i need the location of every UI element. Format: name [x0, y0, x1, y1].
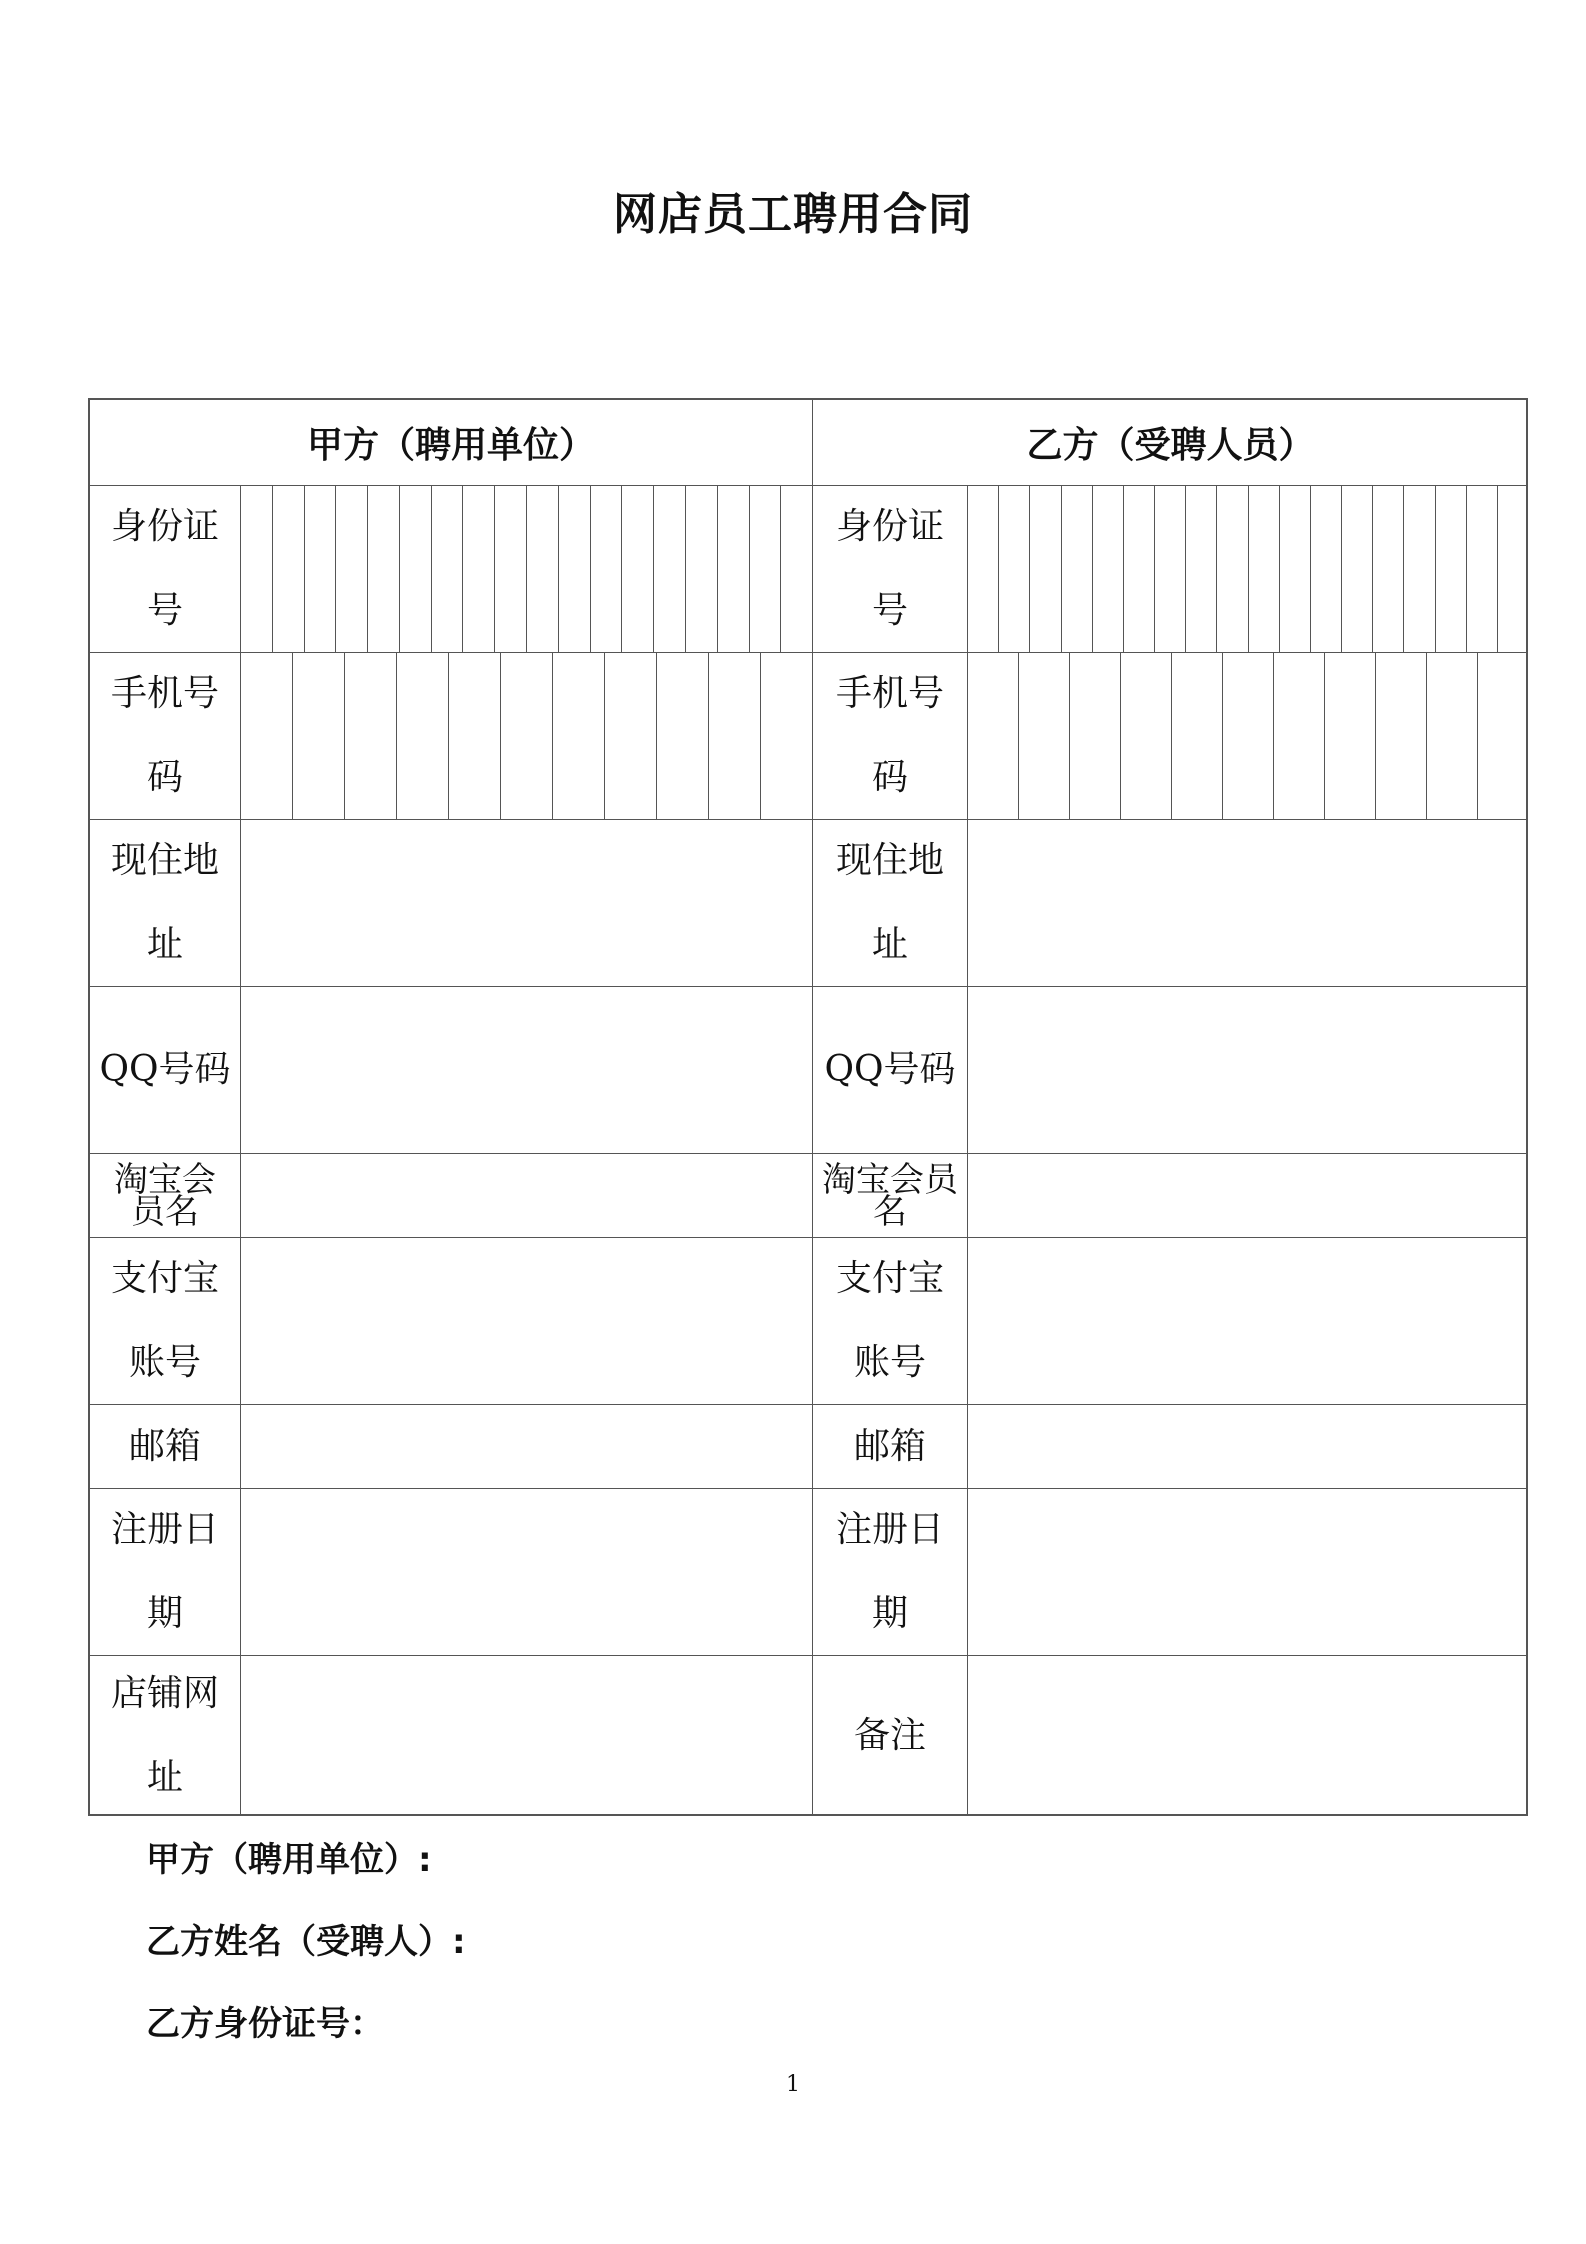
signature-party-a: 甲方（聘用单位）:: [146, 1840, 432, 1880]
party-b-alipay-label: 支付宝账号: [812, 1238, 967, 1404]
id-digit-box[interactable]: [1216, 486, 1247, 652]
phone-digit-box[interactable]: [344, 653, 396, 819]
id-digit-box[interactable]: [1341, 486, 1372, 652]
id-digit-box[interactable]: [494, 486, 526, 652]
phone-digit-box[interactable]: [500, 653, 552, 819]
id-digit-box[interactable]: [1029, 486, 1060, 652]
party-a-email-label: 邮箱: [128, 1425, 201, 1467]
id-digit-box[interactable]: [1372, 486, 1403, 652]
phone-digit-box[interactable]: [760, 653, 812, 819]
phone-digit-box[interactable]: [1273, 653, 1324, 819]
contract-table: [88, 398, 1528, 1816]
id-digit-box[interactable]: [1466, 486, 1497, 652]
phone-digit-box[interactable]: [1018, 653, 1069, 819]
id-digit-box[interactable]: [335, 486, 367, 652]
party-b-id-boxes[interactable]: [967, 486, 1528, 652]
id-digit-box[interactable]: [399, 486, 431, 652]
id-digit-box[interactable]: [685, 486, 717, 652]
party-a-reg-date-field[interactable]: [240, 1489, 812, 1655]
party-b-header: 乙方（受聘人员）: [812, 400, 1528, 485]
party-a-shop-url-field[interactable]: [240, 1656, 812, 1816]
party-a-taobao-field[interactable]: [240, 1154, 812, 1237]
table-row-taobao: [90, 1154, 1526, 1238]
party-a-email-field[interactable]: [240, 1405, 812, 1488]
table-row-reg-date: [90, 1489, 1526, 1656]
party-b-address-field[interactable]: [967, 820, 1528, 986]
phone-digit-box[interactable]: [396, 653, 448, 819]
party-b-id-label: 身份证号: [812, 486, 967, 652]
id-digit-box[interactable]: [367, 486, 399, 652]
party-a-qq-label: QQ号码: [99, 1049, 231, 1090]
party-a-taobao-label: 淘宝会员名: [114, 1159, 216, 1232]
id-digit-box[interactable]: [240, 486, 272, 652]
id-digit-box[interactable]: [780, 486, 812, 652]
phone-digit-box[interactable]: [604, 653, 656, 819]
id-digit-box[interactable]: [1185, 486, 1216, 652]
phone-digit-box[interactable]: [1171, 653, 1222, 819]
party-a-id-label: 身份证号: [110, 506, 219, 631]
party-b-alipay-field[interactable]: [967, 1238, 1528, 1404]
table-row-email: [90, 1405, 1526, 1489]
party-b-remark-label: 备注: [812, 1656, 967, 1816]
phone-digit-box[interactable]: [552, 653, 604, 819]
id-digit-box[interactable]: [1092, 486, 1123, 652]
id-digit-box[interactable]: [1497, 486, 1528, 652]
id-digit-box[interactable]: [998, 486, 1029, 652]
id-digit-box[interactable]: [526, 486, 558, 652]
phone-digit-box[interactable]: [1477, 653, 1528, 819]
id-digit-box[interactable]: [749, 486, 781, 652]
party-b-reg-date-field[interactable]: [967, 1489, 1528, 1655]
id-digit-box[interactable]: [272, 486, 304, 652]
phone-digit-box[interactable]: [1375, 653, 1426, 819]
phone-digit-box[interactable]: [292, 653, 344, 819]
table-row-id-number: [90, 486, 1526, 653]
party-a-alipay-label: 支付宝账号: [110, 1258, 219, 1383]
party-b-remark-field[interactable]: [967, 1656, 1528, 1816]
signature-party-b-id: 乙方身份证号：: [146, 2004, 384, 2044]
id-digit-box[interactable]: [558, 486, 590, 652]
id-digit-box[interactable]: [1435, 486, 1466, 652]
party-a-phone-label: 手机号码: [110, 673, 219, 798]
party-b-phone-boxes[interactable]: [967, 653, 1528, 819]
party-a-qq-field[interactable]: [240, 987, 812, 1153]
party-a-header: 甲方（聘用单位）: [306, 424, 595, 466]
party-a-shop-url-label: 店铺网址: [110, 1673, 219, 1798]
id-digit-box[interactable]: [1154, 486, 1185, 652]
id-digit-box[interactable]: [967, 486, 998, 652]
table-row-qq: [90, 987, 1526, 1154]
phone-digit-box[interactable]: [708, 653, 760, 819]
id-digit-box[interactable]: [1403, 486, 1434, 652]
party-b-phone-label: 手机号码: [812, 653, 967, 819]
id-digit-box[interactable]: [1279, 486, 1310, 652]
party-a-address-label: 现住地址: [110, 840, 219, 965]
party-a-alipay-field[interactable]: [240, 1238, 812, 1404]
phone-digit-box[interactable]: [656, 653, 708, 819]
party-b-email-field[interactable]: [967, 1405, 1528, 1488]
id-digit-box[interactable]: [653, 486, 685, 652]
phone-digit-box[interactable]: [240, 653, 292, 819]
phone-digit-box[interactable]: [448, 653, 500, 819]
id-digit-box[interactable]: [304, 486, 336, 652]
id-digit-box[interactable]: [431, 486, 463, 652]
phone-digit-box[interactable]: [1222, 653, 1273, 819]
phone-digit-box[interactable]: [1120, 653, 1171, 819]
id-digit-box[interactable]: [462, 486, 494, 652]
party-a-id-boxes[interactable]: [240, 486, 812, 652]
party-b-email-label: 邮箱: [812, 1405, 967, 1488]
id-digit-box[interactable]: [621, 486, 653, 652]
table-row-shop-url: [90, 1656, 1526, 1816]
id-digit-box[interactable]: [1061, 486, 1092, 652]
party-a-address-field[interactable]: [240, 820, 812, 986]
phone-digit-box[interactable]: [1069, 653, 1120, 819]
phone-digit-box[interactable]: [1426, 653, 1477, 819]
table-header-row: [90, 400, 1526, 486]
id-digit-box[interactable]: [1248, 486, 1279, 652]
party-b-qq-label: QQ号码: [812, 987, 967, 1153]
party-a-reg-date-label: 注册日期: [110, 1509, 219, 1634]
page-title: 网店员工聘用合同: [613, 189, 973, 240]
table-row-alipay: [90, 1238, 1526, 1405]
party-b-reg-date-label: 注册日期: [812, 1489, 967, 1655]
party-b-address-label: 现住地址: [812, 820, 967, 986]
party-b-taobao-label: 淘宝会员名: [812, 1154, 967, 1237]
id-digit-box[interactable]: [590, 486, 622, 652]
party-b-qq-field[interactable]: [967, 987, 1528, 1153]
id-digit-box[interactable]: [1123, 486, 1154, 652]
signature-party-b-name: 乙方姓名（受聘人）:: [146, 1922, 466, 1962]
id-digit-box[interactable]: [1310, 486, 1341, 652]
id-digit-box[interactable]: [717, 486, 749, 652]
table-row-address: [90, 820, 1526, 987]
party-a-phone-boxes[interactable]: [240, 653, 812, 819]
phone-digit-box[interactable]: [967, 653, 1018, 819]
phone-digit-box[interactable]: [1324, 653, 1375, 819]
page-number: 1: [786, 2072, 800, 2097]
party-b-taobao-field[interactable]: [967, 1154, 1528, 1237]
table-row-phone: [90, 653, 1526, 820]
